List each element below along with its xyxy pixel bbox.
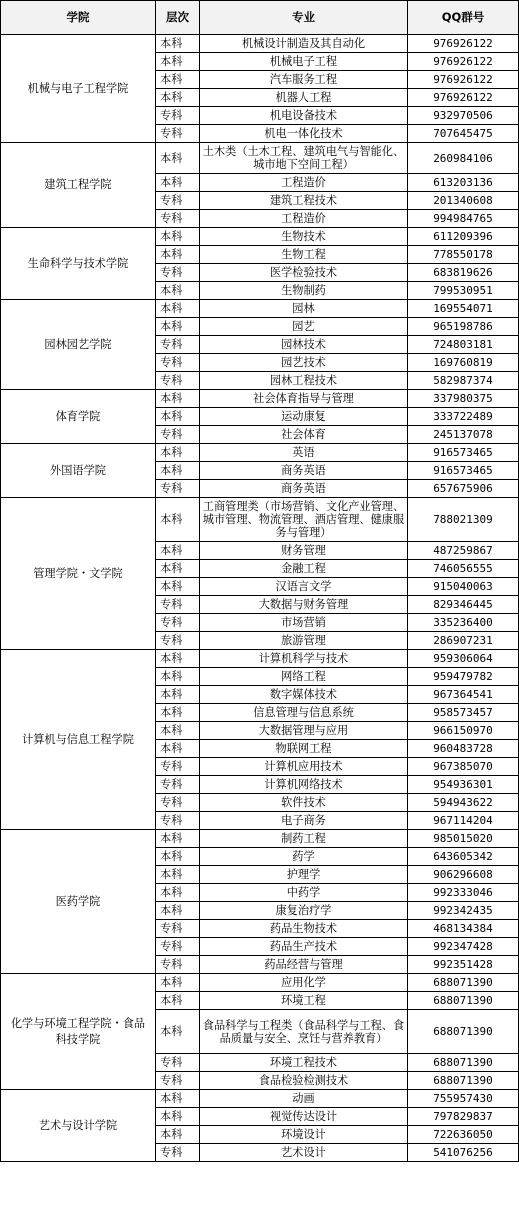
level-cell: 本科	[156, 974, 200, 992]
major-cell: 汉语言文学	[200, 578, 408, 596]
header-college: 学院	[1, 1, 156, 35]
qq-group-cell: 959306064	[408, 650, 519, 668]
qq-group-cell: 958573457	[408, 704, 519, 722]
major-cell: 动画	[200, 1090, 408, 1108]
level-cell: 本科	[156, 1090, 200, 1108]
qq-group-cell: 976926122	[408, 89, 519, 107]
qq-group-cell: 683819626	[408, 264, 519, 282]
level-cell: 本科	[156, 300, 200, 318]
major-cell: 艺术设计	[200, 1144, 408, 1162]
qq-group-cell: 992342435	[408, 902, 519, 920]
major-cell: 商务英语	[200, 480, 408, 498]
qq-group-cell: 724803181	[408, 336, 519, 354]
qq-group-cell: 169760819	[408, 354, 519, 372]
qq-group-cell: 959479782	[408, 668, 519, 686]
major-cell: 电子商务	[200, 812, 408, 830]
table-row	[1, 35, 519, 53]
header-row	[1, 1, 519, 35]
table-row	[1, 974, 519, 992]
qq-group-cell: 976926122	[408, 71, 519, 89]
major-cell: 生物工程	[200, 246, 408, 264]
major-cell: 工程造价	[200, 210, 408, 228]
major-cell: 物联网工程	[200, 740, 408, 758]
qq-group-cell: 746056555	[408, 560, 519, 578]
college-name: 管理学院・文学院	[1, 498, 156, 650]
qq-group-cell: 688071390	[408, 1010, 519, 1054]
qq-group-cell: 976926122	[408, 53, 519, 71]
major-cell: 社会体育指导与管理	[200, 390, 408, 408]
major-cell: 网络工程	[200, 668, 408, 686]
qq-group-cell: 707645475	[408, 125, 519, 143]
major-cell: 英语	[200, 444, 408, 462]
qq-group-cell: 260984106	[408, 143, 519, 174]
qq-group-cell: 582987374	[408, 372, 519, 390]
level-cell: 专科	[156, 264, 200, 282]
qq-group-cell: 643605342	[408, 848, 519, 866]
level-cell: 本科	[156, 143, 200, 174]
level-cell: 本科	[156, 848, 200, 866]
qq-group-cell: 688071390	[408, 974, 519, 992]
qq-group-cell: 688071390	[408, 1054, 519, 1072]
level-cell: 专科	[156, 938, 200, 956]
qq-group-cell: 688071390	[408, 1072, 519, 1090]
level-cell: 本科	[156, 174, 200, 192]
major-cell: 制药工程	[200, 830, 408, 848]
level-cell: 本科	[156, 560, 200, 578]
major-cell: 医学检验技术	[200, 264, 408, 282]
level-cell: 本科	[156, 992, 200, 1010]
qq-group-cell: 541076256	[408, 1144, 519, 1162]
qq-group-cell: 967385070	[408, 758, 519, 776]
qq-group-cell: 994984765	[408, 210, 519, 228]
major-cell: 运动康复	[200, 408, 408, 426]
level-cell: 本科	[156, 228, 200, 246]
level-cell: 本科	[156, 578, 200, 596]
level-cell: 本科	[156, 1108, 200, 1126]
major-cell: 计算机科学与技术	[200, 650, 408, 668]
level-cell: 专科	[156, 614, 200, 632]
college-name: 化学与环境工程学院・食品科技学院	[1, 974, 156, 1090]
qq-group-cell: 337980375	[408, 390, 519, 408]
qq-group-cell: 333722489	[408, 408, 519, 426]
level-cell: 本科	[156, 866, 200, 884]
qq-group-cell: 657675906	[408, 480, 519, 498]
major-cell: 机电一体化技术	[200, 125, 408, 143]
major-cell: 土木类（土木工程、建筑电气与智能化、城市地下空间工程）	[200, 143, 408, 174]
level-cell: 专科	[156, 1054, 200, 1072]
table-row	[1, 1090, 519, 1108]
header-level: 层次	[156, 1, 200, 35]
level-cell: 本科	[156, 444, 200, 462]
qq-group-cell: 611209396	[408, 228, 519, 246]
college-name: 体育学院	[1, 390, 156, 444]
major-cell: 生物制药	[200, 282, 408, 300]
level-cell: 本科	[156, 830, 200, 848]
level-cell: 本科	[156, 704, 200, 722]
major-cell: 市场营销	[200, 614, 408, 632]
major-cell: 财务管理	[200, 542, 408, 560]
qq-group-cell: 755957430	[408, 1090, 519, 1108]
major-cell: 机器人工程	[200, 89, 408, 107]
table-row	[1, 143, 519, 174]
table-row	[1, 228, 519, 246]
major-cell: 药品生产技术	[200, 938, 408, 956]
level-cell: 专科	[156, 596, 200, 614]
level-cell: 本科	[156, 408, 200, 426]
qq-group-cell: 915040063	[408, 578, 519, 596]
level-cell: 本科	[156, 246, 200, 264]
qq-group-cell: 906296608	[408, 866, 519, 884]
major-cell: 护理学	[200, 866, 408, 884]
level-cell: 专科	[156, 192, 200, 210]
qq-group-cell: 916573465	[408, 444, 519, 462]
qq-group-cell: 976926122	[408, 35, 519, 53]
qq-group-cell: 965198786	[408, 318, 519, 336]
qq-group-cell: 967114204	[408, 812, 519, 830]
level-cell: 本科	[156, 462, 200, 480]
table-row	[1, 498, 519, 542]
major-cell: 商务英语	[200, 462, 408, 480]
level-cell: 本科	[156, 53, 200, 71]
major-cell: 园艺	[200, 318, 408, 336]
table-row	[1, 830, 519, 848]
level-cell: 本科	[156, 884, 200, 902]
college-name: 机械与电子工程学院	[1, 35, 156, 143]
qq-group-cell: 932970506	[408, 107, 519, 125]
major-cell: 中药学	[200, 884, 408, 902]
qq-group-cell: 788021309	[408, 498, 519, 542]
college-name: 生命科学与技术学院	[1, 228, 156, 300]
major-cell: 环境工程技术	[200, 1054, 408, 1072]
level-cell: 专科	[156, 480, 200, 498]
level-cell: 专科	[156, 107, 200, 125]
level-cell: 本科	[156, 1010, 200, 1054]
level-cell: 本科	[156, 686, 200, 704]
college-name: 艺术与设计学院	[1, 1090, 156, 1162]
major-cell: 机电设备技术	[200, 107, 408, 125]
qq-group-cell: 613203136	[408, 174, 519, 192]
table-row	[1, 390, 519, 408]
major-cell: 药学	[200, 848, 408, 866]
level-cell: 本科	[156, 282, 200, 300]
level-cell: 专科	[156, 354, 200, 372]
level-cell: 本科	[156, 318, 200, 336]
level-cell: 专科	[156, 920, 200, 938]
major-cell: 园林工程技术	[200, 372, 408, 390]
qq-group-cell: 335236400	[408, 614, 519, 632]
major-cell: 社会体育	[200, 426, 408, 444]
college-name: 计算机与信息工程学院	[1, 650, 156, 830]
major-cell: 环境设计	[200, 1126, 408, 1144]
qq-group-cell: 594943622	[408, 794, 519, 812]
qq-group-cell: 468134384	[408, 920, 519, 938]
qq-group-cell: 286907231	[408, 632, 519, 650]
level-cell: 本科	[156, 650, 200, 668]
qq-group-cell: 985015020	[408, 830, 519, 848]
level-cell: 专科	[156, 758, 200, 776]
level-cell: 本科	[156, 722, 200, 740]
qq-group-cell: 829346445	[408, 596, 519, 614]
major-cell: 康复治疗学	[200, 902, 408, 920]
level-cell: 本科	[156, 542, 200, 560]
major-cell: 汽车服务工程	[200, 71, 408, 89]
qq-group-cell: 201340608	[408, 192, 519, 210]
level-cell: 专科	[156, 426, 200, 444]
qq-group-cell: 797829837	[408, 1108, 519, 1126]
qq-group-cell: 992333046	[408, 884, 519, 902]
level-cell: 本科	[156, 89, 200, 107]
level-cell: 专科	[156, 372, 200, 390]
major-cell: 药品经营与管理	[200, 956, 408, 974]
level-cell: 本科	[156, 390, 200, 408]
major-cell: 药品生物技术	[200, 920, 408, 938]
major-cell: 金融工程	[200, 560, 408, 578]
qq-group-cell: 778550178	[408, 246, 519, 264]
qq-group-cell: 487259867	[408, 542, 519, 560]
qq-group-cell: 722636050	[408, 1126, 519, 1144]
major-cell: 计算机网络技术	[200, 776, 408, 794]
level-cell: 本科	[156, 740, 200, 758]
major-cell: 信息管理与信息系统	[200, 704, 408, 722]
level-cell: 专科	[156, 1072, 200, 1090]
level-cell: 专科	[156, 956, 200, 974]
qq-group-cell: 992351428	[408, 956, 519, 974]
qq-group-cell: 967364541	[408, 686, 519, 704]
major-cell: 大数据与财务管理	[200, 596, 408, 614]
level-cell: 专科	[156, 125, 200, 143]
college-name: 外国语学院	[1, 444, 156, 498]
major-cell: 旅游管理	[200, 632, 408, 650]
major-cell: 食品科学与工程类（食品科学与工程、食品质量与安全、烹饪与营养教育）	[200, 1010, 408, 1054]
qq-group-cell: 966150970	[408, 722, 519, 740]
major-cell: 工程造价	[200, 174, 408, 192]
level-cell: 专科	[156, 1144, 200, 1162]
level-cell: 本科	[156, 35, 200, 53]
qq-group-cell: 916573465	[408, 462, 519, 480]
level-cell: 专科	[156, 632, 200, 650]
table-row	[1, 300, 519, 318]
major-cell: 机械设计制造及其自动化	[200, 35, 408, 53]
level-cell: 专科	[156, 812, 200, 830]
major-cell: 食品检验检测技术	[200, 1072, 408, 1090]
major-cell: 园林	[200, 300, 408, 318]
table-row	[1, 650, 519, 668]
level-cell: 本科	[156, 668, 200, 686]
major-cell: 机械电子工程	[200, 53, 408, 71]
major-cell: 应用化学	[200, 974, 408, 992]
major-cell: 环境工程	[200, 992, 408, 1010]
major-cell: 建筑工程技术	[200, 192, 408, 210]
major-cell: 生物技术	[200, 228, 408, 246]
major-cell: 计算机应用技术	[200, 758, 408, 776]
level-cell: 本科	[156, 1126, 200, 1144]
qq-group-cell: 992347428	[408, 938, 519, 956]
level-cell: 本科	[156, 498, 200, 542]
level-cell: 专科	[156, 336, 200, 354]
qq-group-cell: 960483728	[408, 740, 519, 758]
level-cell: 本科	[156, 902, 200, 920]
level-cell: 本科	[156, 71, 200, 89]
level-cell: 专科	[156, 210, 200, 228]
major-cell: 视觉传达设计	[200, 1108, 408, 1126]
major-cell: 园艺技术	[200, 354, 408, 372]
level-cell: 专科	[156, 794, 200, 812]
college-name: 建筑工程学院	[1, 143, 156, 228]
table-row	[1, 444, 519, 462]
major-cell: 工商管理类（市场营销、文化产业管理、城市管理、物流管理、酒店管理、健康服务与管理）	[200, 498, 408, 542]
header-qq: QQ群号	[408, 1, 519, 35]
qq-group-cell: 799530951	[408, 282, 519, 300]
major-cell: 软件技术	[200, 794, 408, 812]
qq-group-cell: 169554071	[408, 300, 519, 318]
major-cell: 园林技术	[200, 336, 408, 354]
college-name: 医药学院	[1, 830, 156, 974]
level-cell: 专科	[156, 776, 200, 794]
college-name: 园林园艺学院	[1, 300, 156, 390]
qq-group-cell: 954936301	[408, 776, 519, 794]
qq-group-cell: 245137078	[408, 426, 519, 444]
major-cell: 大数据管理与应用	[200, 722, 408, 740]
header-major: 专业	[200, 1, 408, 35]
major-cell: 数字媒体技术	[200, 686, 408, 704]
qq-group-cell: 688071390	[408, 992, 519, 1010]
